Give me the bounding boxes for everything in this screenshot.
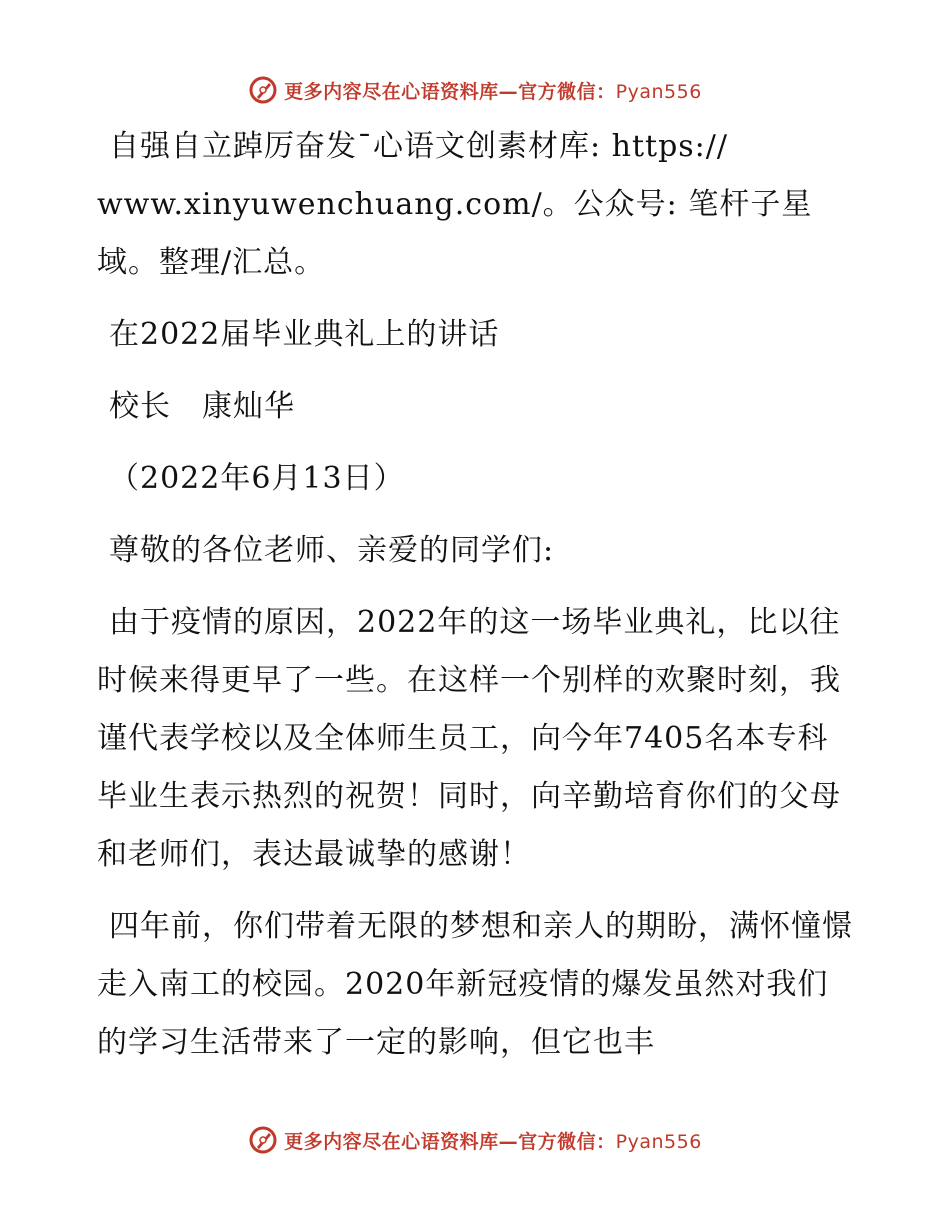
intro-text xyxy=(97,118,857,292)
speaker-line: 校长 康灿华 xyxy=(109,389,295,424)
watermark-text: 更多内容尽在心语资料库—官方微信：Pyan556 xyxy=(284,80,702,103)
salutation: 尊敬的各位老师、亲爱的同学们: xyxy=(109,533,555,568)
watermark-footer xyxy=(0,1120,950,1160)
watermark-text: 更多内容尽在心语资料库—官方微信：Pyan556 xyxy=(284,1130,702,1153)
body-paragraph: 由于疫情的原因，2022年的这一场毕业典礼，比以往时候来得更早了一些。在这样一个别样的欢聚时刻，我谨代表学校以及全体师生员工，向今年7405名本专科毕业生表示热烈的祝贺！同时，向辛勤培育你们的父母和老师们，表达最诚挚的感谢！ xyxy=(97,605,841,872)
quill-circle-icon xyxy=(248,1125,278,1155)
document-body xyxy=(97,118,857,1086)
watermark-header xyxy=(0,70,950,110)
intro-line-2: www.xinyuwenchuang.com/。公众号: 笔杆子星 xyxy=(97,187,813,222)
intro-line-3: 域。整理/汇总。 xyxy=(97,245,326,280)
quill-circle-icon xyxy=(248,75,278,105)
speech-date: （2022年6月13日） xyxy=(109,461,405,496)
intro-line-1: 自强自立踔厉奋发¯心语文创素材库: https:// xyxy=(109,129,728,164)
body-paragraph: 四年前，你们带着无限的梦想和亲人的期盼，满怀憧憬走入南工的校园。2020年新冠疫情的爆发虽然对我们的学习生活带来了一定的影响，但它也丰 xyxy=(97,909,853,1060)
speech-title: 在2022届毕业典礼上的讲话 xyxy=(109,317,500,352)
